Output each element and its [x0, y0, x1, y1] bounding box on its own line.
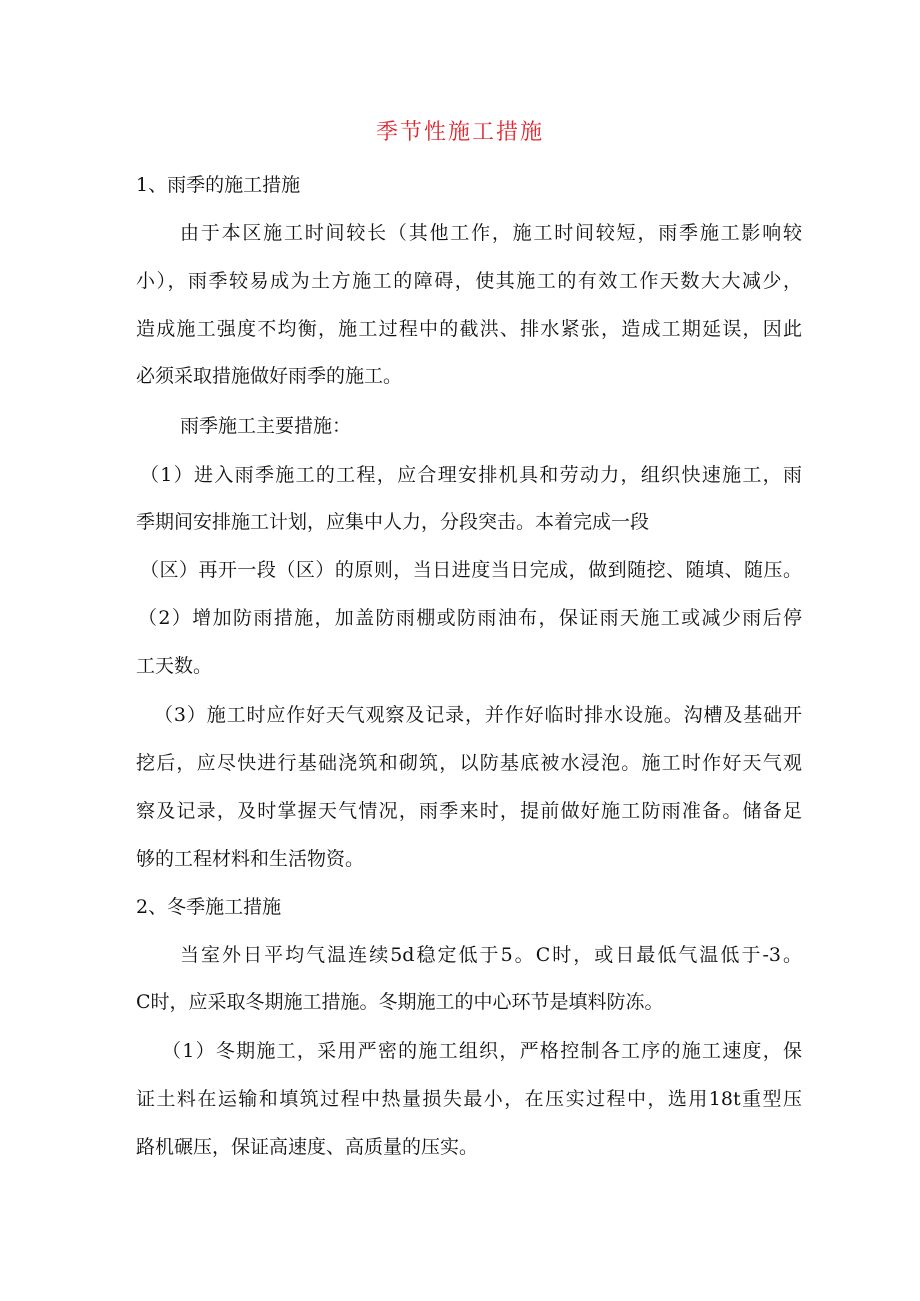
list-item-line: 证土料在运输和填筑过程中热量损失最小，在压实过程中，选用18t重型压 — [136, 1088, 802, 1110]
paragraph-line: 小），雨季较易成为土方施工的障碍，使其施工的有效工作天数大大减少， — [136, 270, 802, 292]
paragraph-line: 必须采取措施做好雨季的施工。 — [136, 365, 403, 387]
paragraph-line: 当室外日平均气温连续5d稳定低于5。C时，或日最低气温低于-3。 — [180, 944, 802, 966]
list-item-line: （1）冬期施工，采用严密的施工组织，严格控制各工序的施工速度，保 — [162, 1040, 802, 1062]
list-item-line: 工天数。 — [136, 655, 213, 677]
section-heading-rainy-season: 1、雨季的施工措施 — [136, 174, 301, 196]
list-item-line: 察及记录，及时掌握天气情况，雨季来时，提前做好施工防雨准备。储备足 — [136, 800, 802, 822]
list-item-line: 路机碾压，保证高速度、高质量的压实。 — [136, 1136, 479, 1158]
list-item-line: （1）进入雨季施工的工程，应合理安排机具和劳动力，组织快速施工，雨 — [140, 464, 802, 486]
paragraph-line: 造成施工强度不均衡，施工过程中的截洪、排水紧张，造成工期延误，因此 — [136, 318, 802, 340]
paragraph-line: C时，应采取冬期施工措施。冬期施工的中心环节是填料防冻。 — [136, 991, 664, 1013]
document-title: 季节性施工措施 — [375, 120, 544, 145]
paragraph-line: 由于本区施工时间较长（其他工作，施工时间较短，雨季施工影响较 — [180, 222, 802, 244]
paragraph-line: 雨季施工主要措施： — [180, 415, 352, 437]
list-item-line: （区）再开一段（区）的原则，当日进度当日完成，做到随挖、随填、随压。 — [140, 559, 802, 581]
list-item-line: 挖后，应尽快进行基础浇筑和砌筑，以防基底被水浸泡。施工时作好天气观 — [136, 752, 802, 774]
list-item-line: 季期间安排施工计划，应集中人力，分段突击。本着完成一段 — [136, 511, 650, 533]
list-item-line: 够的工程材料和生活物资。 — [136, 848, 365, 870]
list-item-line: （2）增加防雨措施，加盖防雨棚或防雨油布，保证雨天施工或减少雨后停 — [138, 607, 802, 629]
list-item-line: （3）施工时应作好天气观察及记录，并作好临时排水设施。沟槽及基础开 — [154, 704, 802, 726]
section-heading-winter-season: 2、冬季施工措施 — [136, 896, 282, 918]
